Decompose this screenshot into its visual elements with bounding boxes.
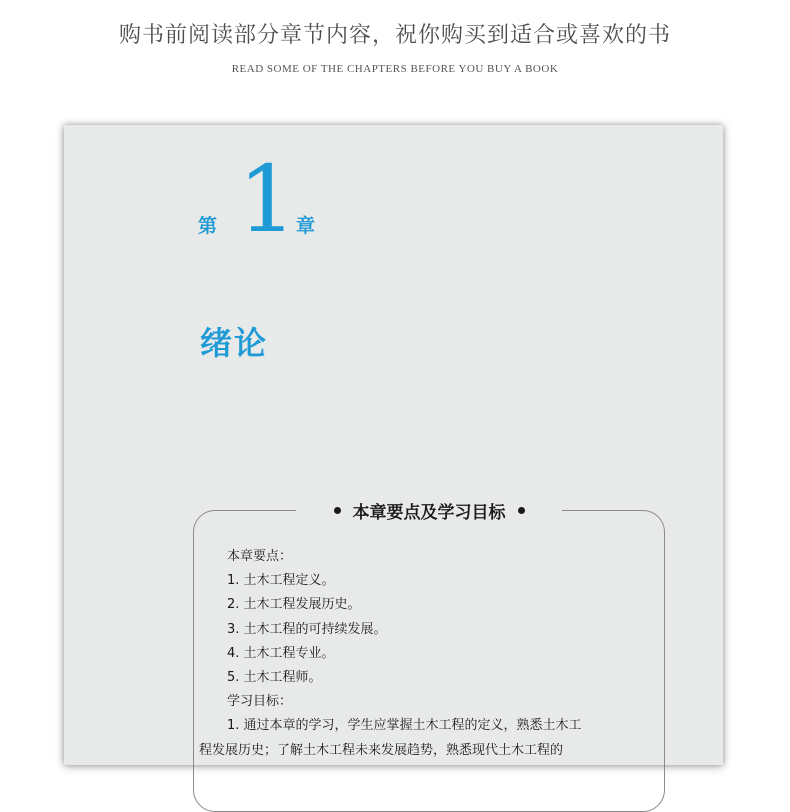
banner-title: 购书前阅读部分章节内容，祝你购买到适合或喜欢的书: [118, 23, 671, 48]
goals-label: 学习目标：: [227, 694, 293, 710]
key-point-item: 3. 土木工程的可持续发展。: [227, 621, 387, 637]
key-point-item: 5. 土木工程师。: [227, 670, 322, 686]
key-point-item: 2. 土木工程发展历史。: [227, 597, 361, 613]
objectives-box: [193, 502, 665, 812]
chapter-suffix: 章: [296, 215, 316, 237]
goals-text-line: 程发展历史；了解土木工程未来发展趋势，熟悉现代土木工程的: [199, 742, 564, 758]
bullet-dot-icon: [334, 507, 341, 514]
objectives-box-content: [199, 545, 637, 763]
key-point-item: 1. 土木工程定义。: [227, 573, 335, 589]
bullet-dot-icon: [518, 507, 525, 514]
chapter-number: 1: [238, 146, 297, 253]
key-points-label: 本章要点：: [227, 549, 293, 564]
objectives-box-title: 本章要点及学习目标: [352, 502, 506, 523]
objectives-box-header: [296, 498, 562, 522]
goals-text-line: 1. 通过本章的学习，学生应掌握土木工程的定义，熟悉土木工: [227, 718, 582, 734]
book-page-preview: [64, 125, 723, 765]
chapter-title: 绪论: [200, 324, 269, 362]
key-point-item: 4. 土木工程专业。: [227, 645, 335, 661]
chapter-prefix: 第: [198, 215, 218, 237]
banner-subtitle: READ SOME OF THE CHAPTERS BEFORE YOU BUY A BOOK: [231, 63, 559, 75]
